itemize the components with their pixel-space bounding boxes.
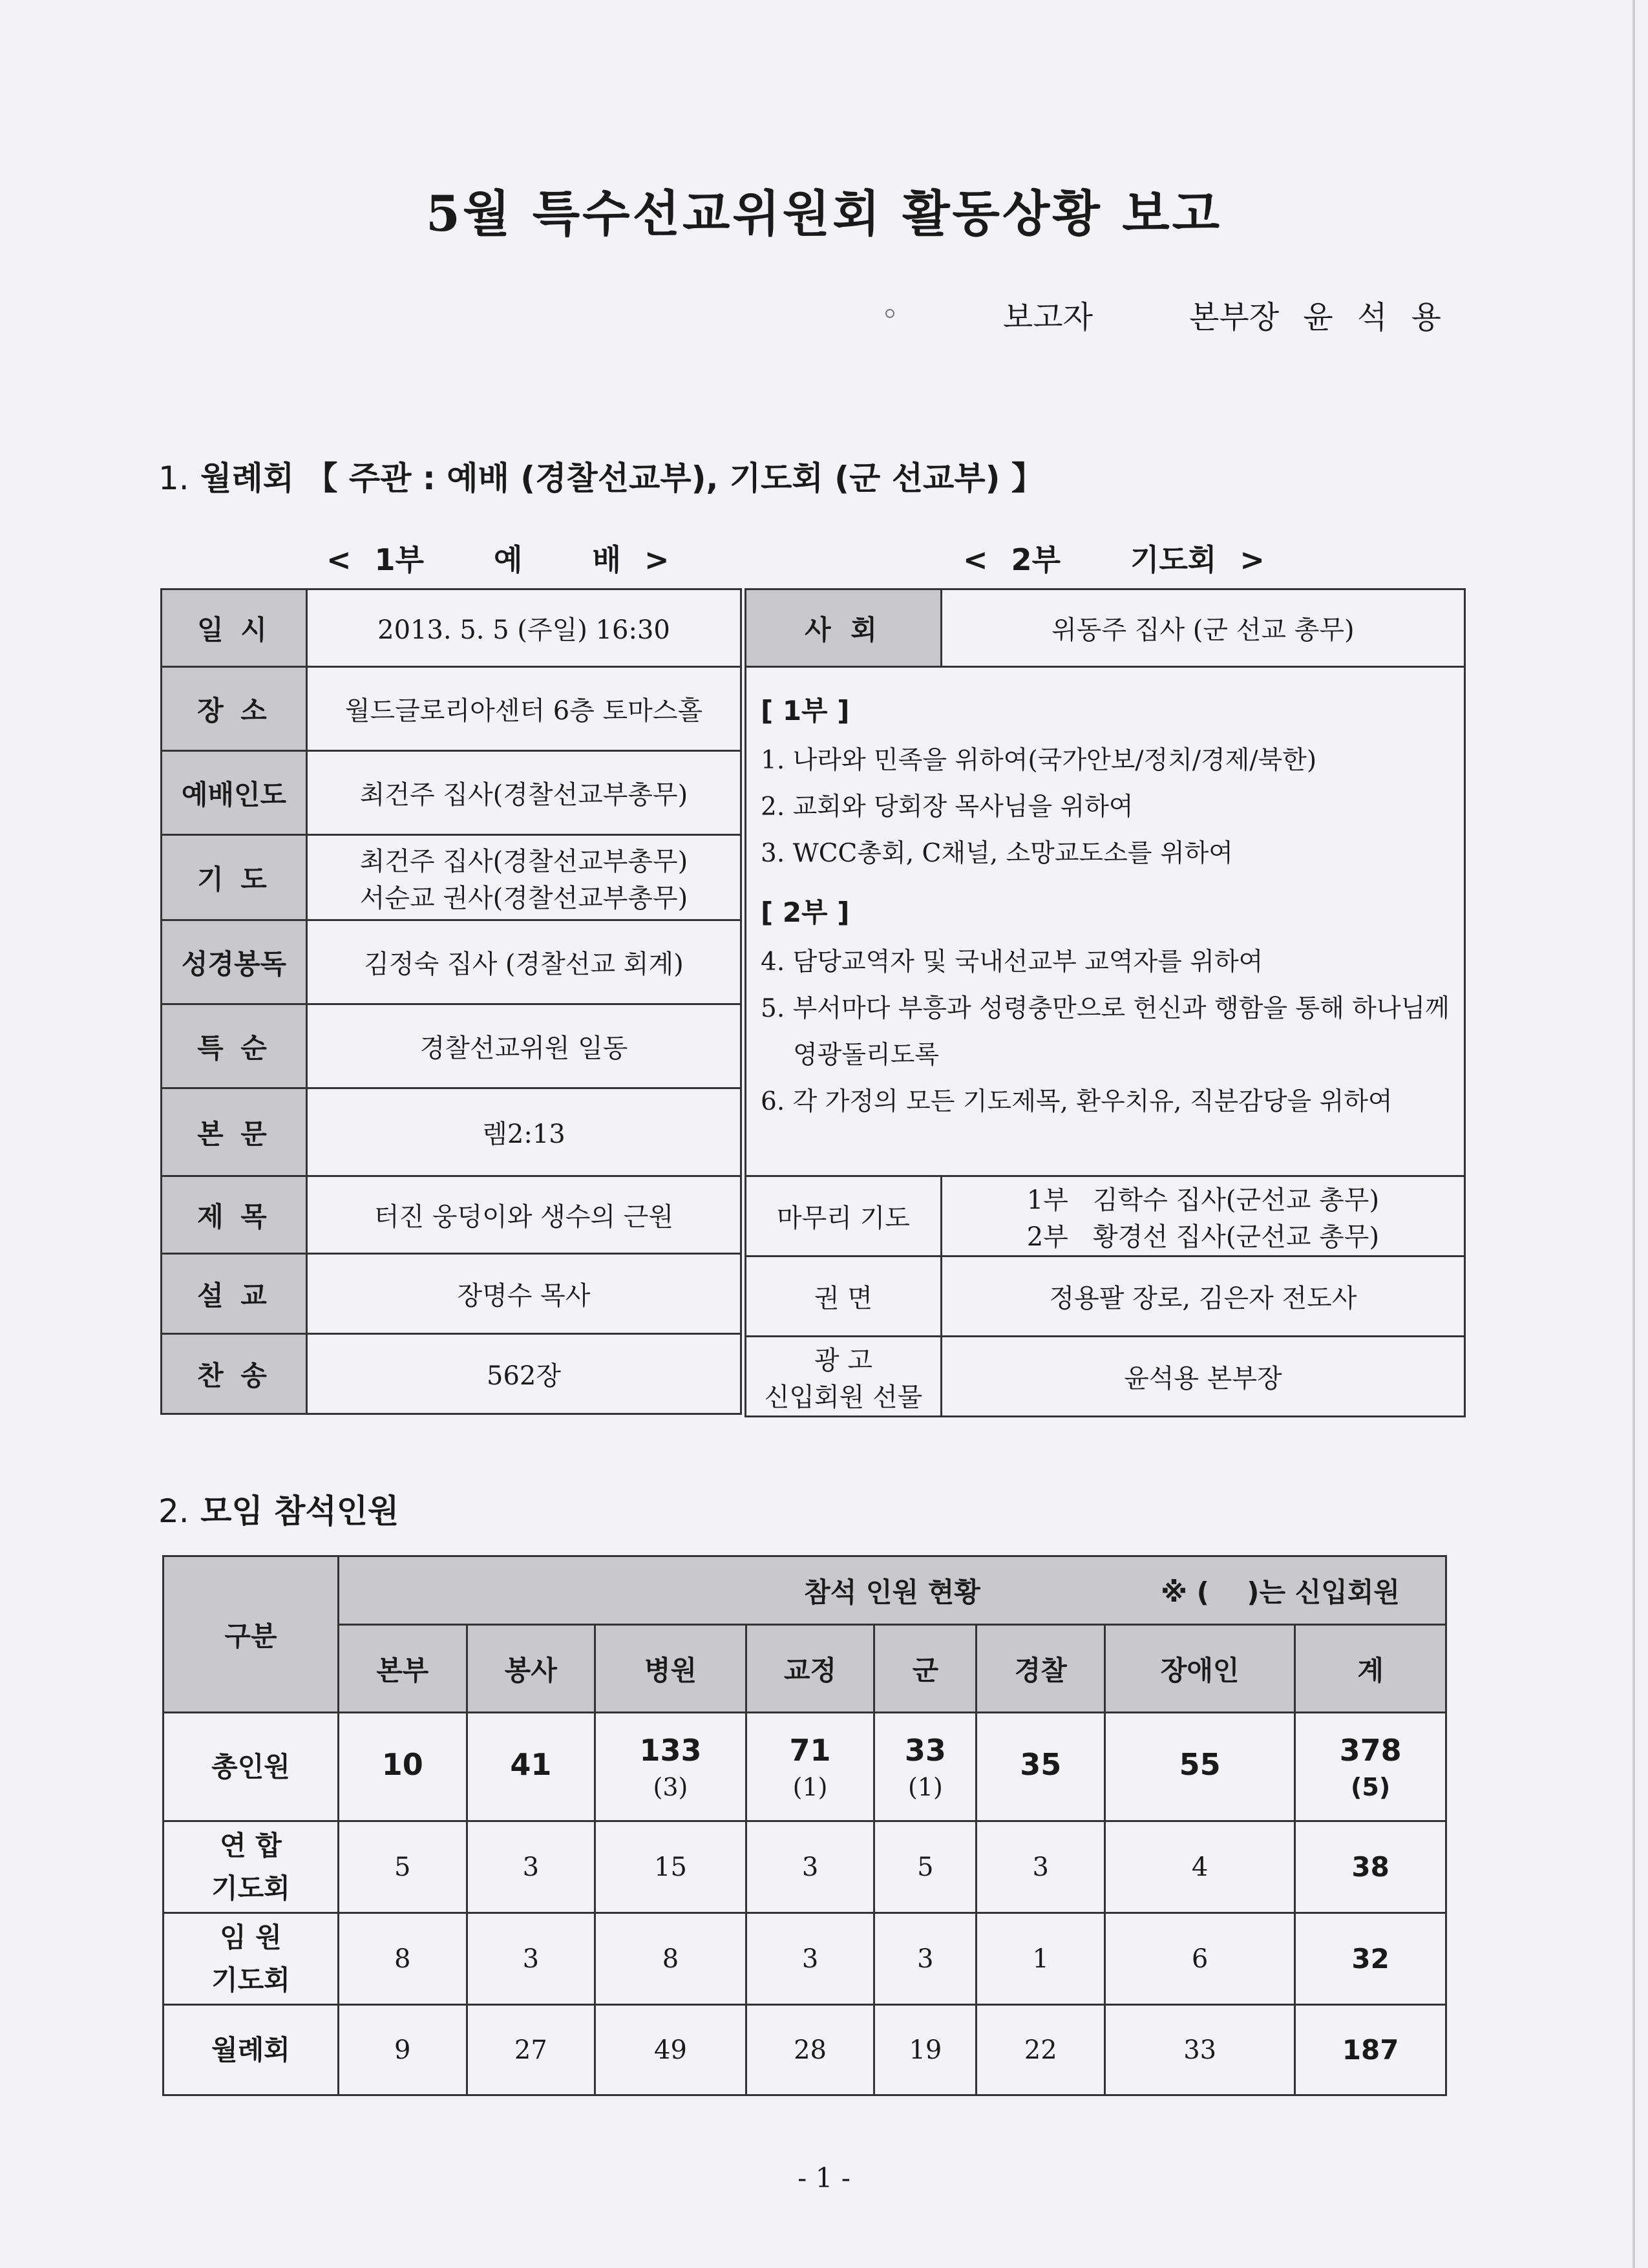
cell: 3 xyxy=(746,1821,874,1913)
prayer-item: 2. 교회와 당회장 목사님을 위하여 xyxy=(761,792,1134,821)
row-value: 터진 웅덩이와 생수의 근원 xyxy=(307,1176,741,1254)
cell: 1 xyxy=(977,1913,1105,2005)
table-row xyxy=(746,1337,1465,1417)
cell: 6 xyxy=(1105,1913,1295,2005)
row-value: 장명수 목사 xyxy=(307,1254,741,1334)
closing-prayer-1: 1부 김학수 집사(군선교 총무) xyxy=(1026,1185,1380,1215)
caption-note: ※ ( )는 신입회원 xyxy=(1161,1576,1400,1608)
cell-total: 187 xyxy=(1295,2005,1446,2095)
notice-label-1: 광 고 xyxy=(814,1345,872,1375)
cell: 5 xyxy=(874,1821,977,1913)
table-row xyxy=(746,1176,1465,1256)
cell-value: 41 xyxy=(510,1746,552,1782)
table-row xyxy=(746,589,1465,667)
prayer-item-continuation: 영광돌리도록 xyxy=(793,1041,940,1070)
prayer-item: 3. WCC총회, C채널, 소망교도소를 위하여 xyxy=(761,839,1233,868)
cell-value: 35 xyxy=(1020,1746,1062,1782)
cell: 27 xyxy=(467,2005,595,2095)
document-title: 5월 특수선교위원회 활동상황 보고 xyxy=(425,185,1223,242)
cell-value: 378 xyxy=(1339,1732,1402,1768)
cell: 28 xyxy=(746,2005,874,2095)
worship-table xyxy=(160,588,742,1415)
prayer-item: 4. 담당교역자 및 국내선교부 교역자를 위하여 xyxy=(761,948,1263,977)
row-value-pair xyxy=(307,835,741,920)
cell-value: 133 xyxy=(639,1732,702,1768)
attendance-table xyxy=(162,1555,1447,2096)
exhortation-value: 정용팔 장로, 김은자 전도사 xyxy=(942,1256,1465,1337)
cell-value: 10 xyxy=(381,1746,423,1782)
cell: 3 xyxy=(977,1821,1105,1913)
column-header: 계 xyxy=(1295,1625,1446,1713)
table-row xyxy=(164,1821,1446,1913)
reporter-line: 보고자 본부장 윤 석 용 xyxy=(1002,299,1441,335)
notice-label xyxy=(746,1337,942,1417)
table-row xyxy=(162,667,741,751)
row-label: 연 합 기도회 xyxy=(164,1821,339,1913)
row-label: 특 순 xyxy=(162,1004,307,1088)
cell: 9 xyxy=(339,2005,467,2095)
cell: 3 xyxy=(467,1913,595,2005)
table-row xyxy=(162,1088,741,1176)
table-row xyxy=(162,1004,741,1088)
host-label: 사 회 xyxy=(746,589,942,667)
table-row xyxy=(164,2005,1446,2095)
row-label: 임 원 기도회 xyxy=(164,1913,339,2005)
section-2-number: 2. xyxy=(158,1492,189,1530)
section-1-number: 1. xyxy=(158,460,189,497)
cell: 8 xyxy=(339,1913,467,2005)
cell xyxy=(339,1713,467,1821)
cell: 5 xyxy=(339,1821,467,1913)
row-value: 김정숙 집사 (경찰선교 회계) xyxy=(307,920,741,1004)
part-2-title: < 2부 기도회 > xyxy=(963,542,1265,577)
column-header: 병원 xyxy=(595,1625,746,1713)
cell-new: (1) xyxy=(792,1772,828,1801)
notice-label-2: 신입회원 선물 xyxy=(764,1382,923,1412)
column-header: 본부 xyxy=(339,1625,467,1713)
cell-new: (3) xyxy=(653,1772,688,1801)
row-label: 장 소 xyxy=(162,667,307,751)
column-header: 장애인 xyxy=(1105,1625,1295,1713)
row-value: 월드글로리아센터 6층 토마스홀 xyxy=(307,667,741,751)
row-label: 제 목 xyxy=(162,1176,307,1254)
cell xyxy=(467,1713,595,1821)
cell: 19 xyxy=(874,2005,977,2095)
cell-value: 71 xyxy=(789,1732,831,1768)
prayer-part-2-label: [ 2부 ] xyxy=(761,896,850,928)
page-edge xyxy=(1632,0,1635,2268)
column-header: 군 xyxy=(874,1625,977,1713)
table-row xyxy=(162,751,741,835)
table-row xyxy=(162,1334,741,1414)
prayer-item: 5. 부서마다 부흥과 성령충만으로 헌신과 행함을 통해 하나님께 xyxy=(761,994,1450,1023)
cell: 3 xyxy=(874,1913,977,2005)
cell: 4 xyxy=(1105,1821,1295,1913)
row-label: 일 시 xyxy=(162,589,307,667)
row-value: 경찰선교위원 일동 xyxy=(307,1004,741,1088)
row-label: 본 문 xyxy=(162,1088,307,1176)
cell-total: 32 xyxy=(1295,1913,1446,2005)
cell-new: (1) xyxy=(907,1772,943,1801)
cell-new: (5) xyxy=(1351,1772,1391,1801)
table-caption xyxy=(339,1556,1446,1625)
cell: 3 xyxy=(746,1913,874,2005)
cell xyxy=(1105,1713,1295,1821)
row-label: 월례회 xyxy=(164,2005,339,2095)
row-label: 성경봉독 xyxy=(162,920,307,1004)
row-value: 562장 xyxy=(307,1334,741,1414)
exhortation-label: 권 면 xyxy=(746,1256,942,1337)
table-row xyxy=(162,1176,741,1254)
cell xyxy=(595,1713,746,1821)
row-label: 찬 송 xyxy=(162,1334,307,1414)
table-row xyxy=(746,1256,1465,1337)
cell-total: 38 xyxy=(1295,1821,1446,1913)
table-row xyxy=(162,835,741,920)
table-row xyxy=(164,1913,1446,2005)
prayer-table xyxy=(745,588,1466,1417)
prayer-part-1-label: [ 1부 ] xyxy=(761,695,850,726)
closing-prayer-label: 마무리 기도 xyxy=(746,1176,942,1256)
cell: 22 xyxy=(977,2005,1105,2095)
closing-prayer-value xyxy=(942,1176,1465,1256)
section-2-title: 모임 참석인원 xyxy=(200,1492,399,1530)
row-label: 예배인도 xyxy=(162,751,307,835)
section-1-title: 월례회 【 주관 : 예배 (경찰선교부), 기도회 (군 선교부) 】 xyxy=(200,460,1044,497)
cell: 3 xyxy=(467,1821,595,1913)
cell xyxy=(977,1713,1105,1821)
row-label: 설 교 xyxy=(162,1254,307,1334)
prayer-items xyxy=(746,667,1465,1176)
part-1-title: < 1부 예 배 > xyxy=(326,542,670,577)
corner-label: 구분 xyxy=(164,1556,339,1713)
cell: 49 xyxy=(595,2005,746,2095)
page-number: - 1 - xyxy=(798,2162,850,2194)
cell-value: 55 xyxy=(1179,1746,1221,1782)
cell xyxy=(746,1713,874,1821)
cell: 8 xyxy=(595,1913,746,2005)
table-row xyxy=(164,1713,1446,1821)
row-value: 최건주 집사(경찰선교부총무) xyxy=(359,846,688,876)
closing-prayer-2: 2부 황경선 집사(군선교 총무) xyxy=(1026,1222,1380,1252)
column-header: 봉사 xyxy=(467,1625,595,1713)
cell: 15 xyxy=(595,1821,746,1913)
cell xyxy=(1295,1713,1446,1821)
row-value: 2013. 5. 5 (주일) 16:30 xyxy=(307,589,741,667)
column-header: 경찰 xyxy=(977,1625,1105,1713)
table-row xyxy=(746,667,1465,1176)
table-header-row xyxy=(164,1556,1446,1625)
row-label: 총인원 xyxy=(164,1713,339,1821)
section-2-heading xyxy=(158,1485,399,1532)
stray-mark xyxy=(885,309,894,318)
prayer-item-continued xyxy=(761,1032,1450,1079)
cell: 33 xyxy=(1105,2005,1295,2095)
table-row xyxy=(162,589,741,667)
cell-value: 33 xyxy=(904,1732,946,1768)
caption-title: 참석 인원 현황 xyxy=(804,1576,980,1608)
caption-wrap xyxy=(339,1571,1445,1610)
host-value: 위동주 집사 (군 선교 총무) xyxy=(942,589,1465,667)
section-1-heading xyxy=(158,452,1044,499)
row-value-2: 서순교 권사(경찰선교부총무) xyxy=(359,883,688,913)
row-value: 렘2:13 xyxy=(307,1088,741,1176)
cell xyxy=(874,1713,977,1821)
table-row xyxy=(162,1254,741,1334)
table-row xyxy=(162,920,741,1004)
table-header-row xyxy=(164,1625,1446,1713)
prayer-item: 1. 나라와 민족을 위하여(국가안보/정치/경제/북한) xyxy=(761,746,1317,775)
row-value: 최건주 집사(경찰선교부총무) xyxy=(307,751,741,835)
prayer-item: 6. 각 가정의 모든 기도제목, 환우치유, 직분감당을 위하여 xyxy=(761,1087,1393,1116)
row-label: 기 도 xyxy=(162,835,307,920)
column-header: 교정 xyxy=(746,1625,874,1713)
notice-value: 윤석용 본부장 xyxy=(942,1337,1465,1417)
